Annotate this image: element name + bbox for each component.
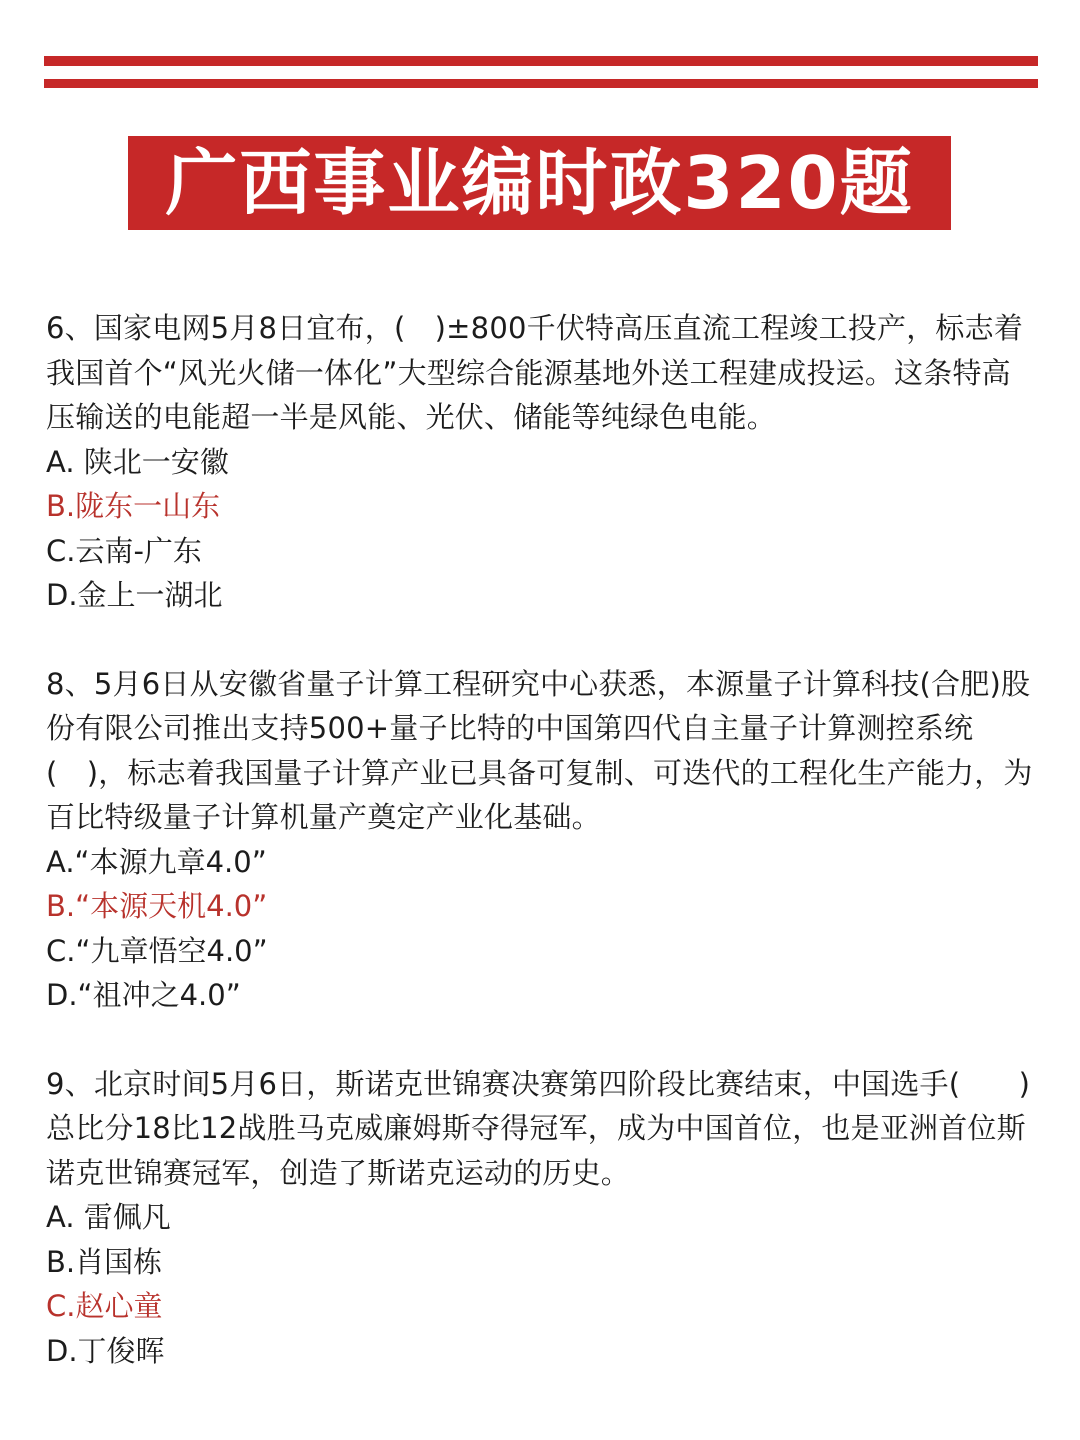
header-rule-bottom — [44, 79, 1038, 88]
option-a: A. 雷佩凡 — [46, 1200, 171, 1234]
header-rule-top — [44, 56, 1038, 66]
option-d: D.金上一湖北 — [46, 578, 223, 612]
option-b-correct: B.“本源天机4.0” — [46, 889, 268, 923]
question-9 — [46, 1062, 1038, 1374]
question-stem: 8、5月6日从安徽省量子计算工程研究中心获悉，本源量子计算科技(合肥)股份有限公司推出支持500+量子比特的中国第四代自主量子计算测控系统( )，标志着我国量子计算产业已具备可复制、可迭代的工程化生产能力，为百比特级量子计算机量产奠定产业化基础。 — [46, 666, 1033, 834]
option-a: A. 陕北一安徽 — [46, 444, 229, 479]
title-banner — [128, 136, 951, 230]
question-list — [46, 306, 1038, 1417]
option-a: A.“本源九章4.0” — [46, 844, 267, 879]
option-b-correct: B.陇东一山东 — [46, 489, 221, 523]
option-b: B.肖国栋 — [46, 1244, 163, 1279]
option-c: C.“九章悟空4.0” — [46, 933, 268, 968]
question-stem: 6、国家电网5月8日宜布，( )±800千伏特高压直流工程竣工投产，标志着我国首个“风光火储一体化”大型综合能源基地外送工程建成投运。这条特高压输送的电能超一半是风能、光伏、储能等纯绿色电能。 — [46, 311, 1024, 434]
question-6 — [46, 306, 1038, 618]
question-8 — [46, 662, 1038, 1018]
question-stem: 9、北京时间5月6日，斯诺克世锦赛决赛第四阶段比赛结束，中国选手( )总比分18比12战胜马克威廉姆斯夺得冠军，成为中国首位，也是亚洲首位斯诺克世锦赛冠军，创造了斯诺克运动的历史。 — [46, 1066, 1031, 1190]
option-c: C.云南-广东 — [46, 533, 202, 568]
option-d: D.“祖冲之4.0” — [46, 978, 241, 1012]
option-c-correct: C.赵心童 — [46, 1289, 163, 1323]
option-d: D.丁俊晖 — [46, 1333, 165, 1368]
page-title: 广西事业编时政320题 — [165, 141, 914, 225]
